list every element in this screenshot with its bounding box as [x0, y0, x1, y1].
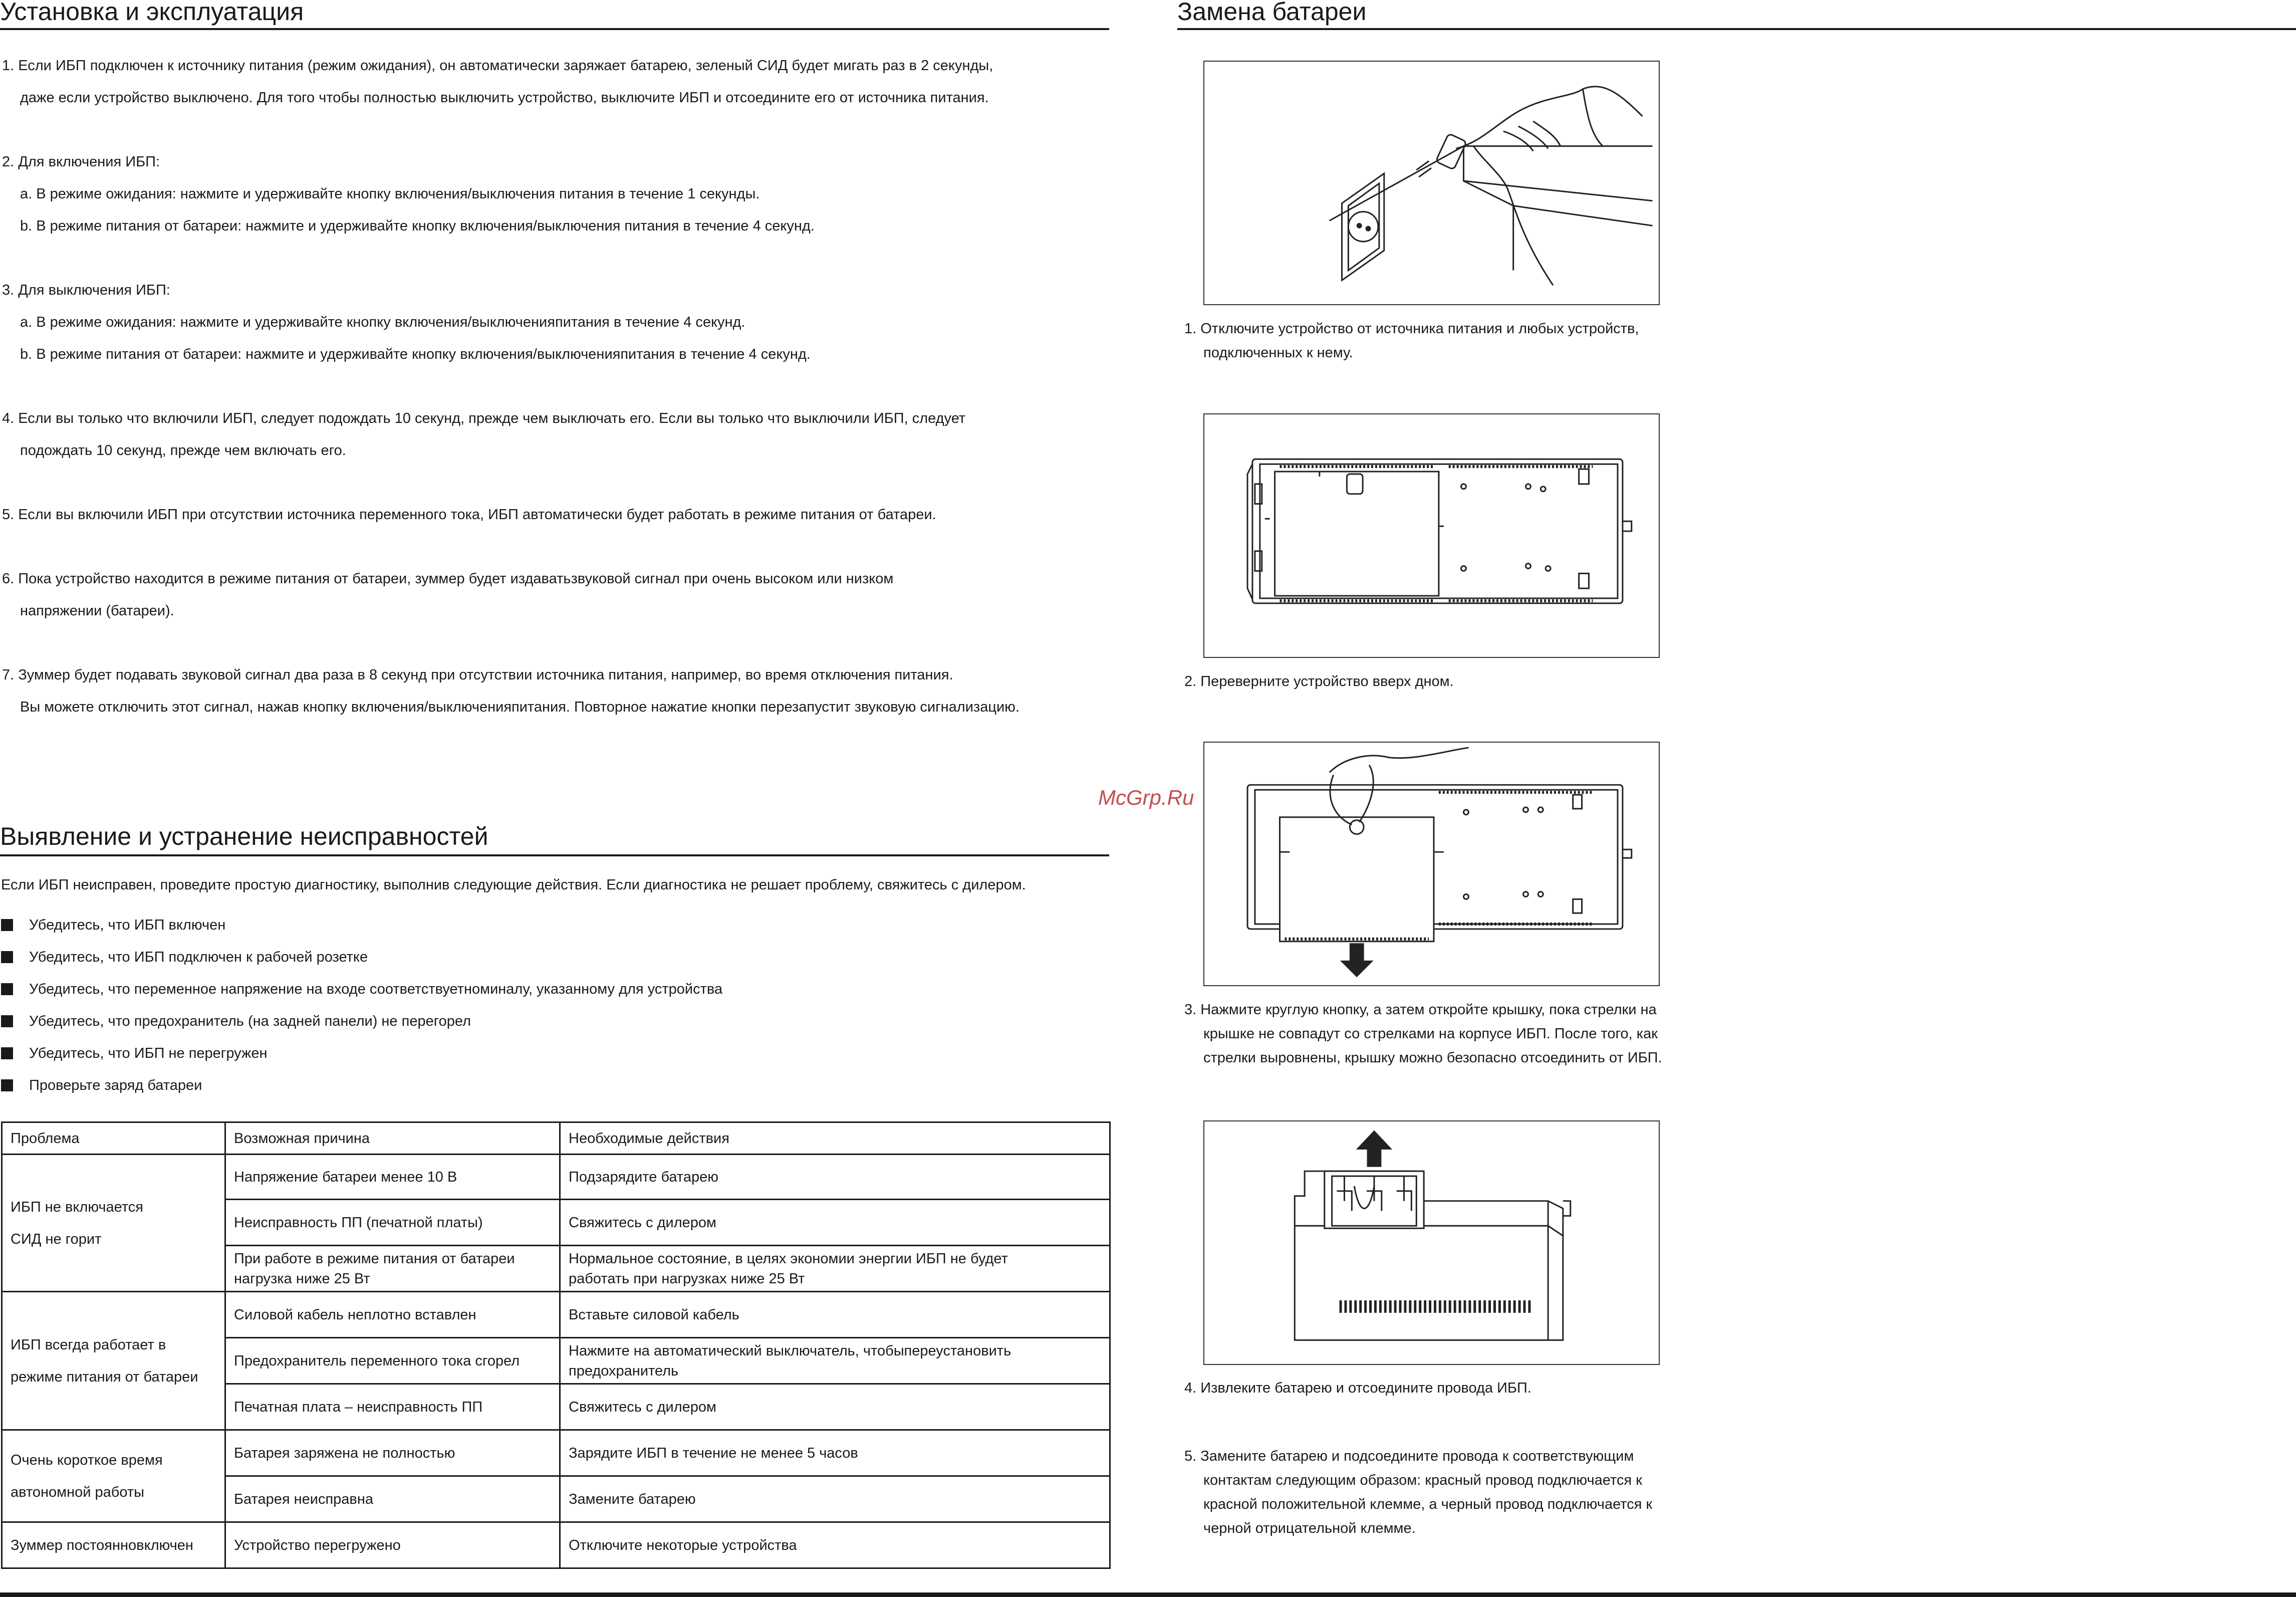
action-cell	[560, 1338, 1110, 1384]
page-bottom-rule	[0, 1592, 2296, 1597]
problem-cell: Зуммер постоянновключен	[2, 1522, 225, 1568]
cause-cell: Напряжение батареи менее 10 В	[225, 1155, 560, 1200]
action-cell: Свяжитесь с дилером	[560, 1200, 1110, 1246]
install-line: 7. Зуммер будет подавать звуковой сигнал два раза в 8 секунд при отсутствии источника питания, например, во время отключения питания.	[2, 667, 953, 683]
table-header-cell: Необходимые действия	[560, 1122, 1110, 1155]
cause-cell	[225, 1246, 560, 1292]
cause-cell: Неисправность ПП (печатной платы)	[225, 1200, 560, 1246]
problem-line: СИД не горит	[11, 1231, 102, 1247]
install-line: b. В режиме питания от батареи: нажмите и удерживайте кнопку включения/выключенияпитания в течение 4 секунд.	[20, 346, 811, 362]
table-row	[2, 1155, 1110, 1200]
action-cell: Свяжитесь с дилером	[560, 1384, 1110, 1430]
step-1-line: подключенных к нему.	[1203, 345, 1353, 361]
remove-battery-illustration	[1203, 1120, 1660, 1365]
table-header-row	[2, 1122, 1110, 1155]
troubleshooting-table	[1, 1121, 1111, 1569]
table-header-cell: Проблема	[2, 1122, 225, 1155]
step-3-line: 3. Нажмите круглую кнопку, а затем откройте крышку, пока стрелки на	[1184, 1002, 1657, 1018]
problem-line: ИБП не включается	[11, 1199, 143, 1215]
check-item: Убедитесь, что предохранитель (на задней панели) не перегорел	[29, 1013, 471, 1029]
step-5-line: 5. Замените батарею и подсоедините провода к соответствующим	[1184, 1448, 1634, 1464]
bullet-square-icon	[1, 1015, 13, 1027]
trouble-intro: Если ИБП неисправен, проведите простую диагностику, выполнив следующие действия. Если диагностика не решает проблему, свяжитесь с дилером.	[1, 877, 1026, 893]
check-item: Убедитесь, что ИБП не перегружен	[29, 1045, 268, 1061]
trouble-title: Выявление и устранение неисправностей	[0, 822, 488, 850]
action-cell: Отключите некоторые устройства	[560, 1522, 1110, 1568]
cause-cell: Батарея неисправна	[225, 1476, 560, 1522]
install-line: b. В режиме питания от батареи: нажмите и удерживайте кнопку включения/выключения питания в течение 4 секунд.	[20, 218, 815, 234]
table-header-cell: Возможная причина	[225, 1122, 560, 1155]
install-line: напряжении (батареи).	[20, 603, 174, 619]
check-item: Убедитесь, что ИБП подключен к рабочей розетке	[29, 949, 368, 965]
step-5-line: контактам следующим образом: красный провод подключается к	[1203, 1472, 1642, 1488]
problem-line: Очень короткое время	[11, 1452, 163, 1468]
install-line: 6. Пока устройство находится в режиме питания от батареи, зуммер будет издаватьзвуковой сигнал при очень высоком или низком	[2, 571, 894, 587]
step-2-line: 2. Переверните устройство вверх дном.	[1184, 673, 1454, 690]
watermark: McGrp.Ru	[1098, 786, 1194, 809]
open-cover-illustration	[1203, 742, 1660, 986]
action-line: Нажмите на автоматический выключатель, чтобыпереустановить	[569, 1342, 1011, 1359]
install-line: даже если устройство выключено. Для того чтобы полностью выключить устройство, выключите ИБП и отсоедините его от источника питания.	[20, 90, 989, 106]
install-line: 1. Если ИБП подключен к источнику питания (режим ожидания), он автоматически заряжает батарею, зеленый СИД будет мигать раз в 2 секунды,	[2, 58, 993, 74]
bullet-square-icon	[1, 951, 13, 963]
check-item: Проверьте заряд батареи	[29, 1077, 202, 1093]
cause-cell: Устройство перегружено	[225, 1522, 560, 1568]
step-3-line: крышке не совпадут со стрелками на корпусе ИБП. После того, как	[1203, 1026, 1658, 1042]
install-line: a. В режиме ожидания: нажмите и удерживайте кнопку включения/выключения питания в течение 1 секунды.	[20, 186, 760, 202]
step-5-line: красной положительной клемме, а черный провод подключается к	[1203, 1496, 1653, 1512]
install-line: 2. Для включения ИБП:	[2, 154, 160, 170]
check-item: Убедитесь, что ИБП включен	[29, 917, 226, 933]
table-row	[2, 1292, 1110, 1338]
step-1-line: 1. Отключите устройство от источника питания и любых устройств,	[1184, 321, 1639, 337]
cause-line: При работе в режиме питания от батареи	[234, 1250, 515, 1267]
bullet-square-icon	[1, 1079, 13, 1091]
bullet-square-icon	[1, 983, 13, 995]
action-cell: Зарядите ИБП в течение не менее 5 часов	[560, 1430, 1110, 1476]
action-line: Нормальное состояние, в целях экономии энергии ИБП не будет	[569, 1250, 1008, 1267]
cause-line: нагрузка ниже 25 Вт	[234, 1270, 370, 1287]
action-cell: Вставьте силовой кабель	[560, 1292, 1110, 1338]
install-title-rule	[0, 28, 1109, 30]
install-line: 5. Если вы включили ИБП при отсутствии источника переменного тока, ИБП автоматически будет работать в режиме питания от батареи.	[2, 507, 936, 523]
battery-title: Замена батареи	[1177, 0, 1367, 26]
table-row	[2, 1430, 1110, 1476]
problem-cell	[2, 1292, 225, 1430]
install-line: 4. Если вы только что включили ИБП, следует подождать 10 секунд, прежде чем выключать его. Если вы только что выключили ИБП, следует	[2, 410, 966, 426]
step-5-line: черной отрицательной клемме.	[1203, 1520, 1416, 1536]
install-line: 3. Для выключения ИБП:	[2, 282, 170, 298]
battery-title-rule	[1177, 28, 2296, 30]
ups-bottom-illustration	[1203, 413, 1660, 658]
problem-line: ИБП всегда работает в	[11, 1336, 166, 1353]
action-cell	[560, 1246, 1110, 1292]
action-cell: Подзарядите батарею	[560, 1155, 1110, 1200]
trouble-title-rule	[0, 854, 1109, 856]
problem-cell	[2, 1430, 225, 1522]
problem-line: автономной работы	[11, 1484, 144, 1500]
action-cell: Замените батарею	[560, 1476, 1110, 1522]
step-3-line: стрелки выровнены, крышку можно безопасно отсоединить от ИБП.	[1203, 1050, 1662, 1066]
install-line: Вы можете отключить этот сигнал, нажав кнопку включения/выключенияпитания. Повторное нажатие кнопки перезапустит звуковую сигнализацию.	[20, 699, 1019, 715]
action-line: предохранитель	[569, 1362, 679, 1379]
action-line: работать при нагрузках ниже 25 Вт	[569, 1270, 805, 1287]
bullet-square-icon	[1, 919, 13, 931]
step-4-line: 4. Извлеките батарею и отсоедините провода ИБП.	[1184, 1380, 1532, 1396]
check-item: Убедитесь, что переменное напряжение на входе соответствуетноминалу, указанному для устройства	[29, 981, 723, 997]
install-title: Установка и эксплуатация	[0, 0, 304, 26]
problem-cell	[2, 1155, 225, 1292]
bullet-square-icon	[1, 1047, 13, 1059]
cause-cell: Печатная плата – неисправность ПП	[225, 1384, 560, 1430]
install-line: подождать 10 секунд, прежде чем включать его.	[20, 442, 346, 459]
cause-cell: Батарея заряжена не полностью	[225, 1430, 560, 1476]
unplug-illustration	[1203, 61, 1660, 305]
install-line: a. В режиме ожидания: нажмите и удерживайте кнопку включения/выключенияпитания в течение 4 секунд.	[20, 314, 745, 330]
cause-cell: Силовой кабель неплотно вставлен	[225, 1292, 560, 1338]
problem-line: режиме питания от батареи	[11, 1368, 198, 1385]
cause-cell: Предохранитель переменного тока сгорел	[225, 1338, 560, 1384]
table-row	[2, 1522, 1110, 1568]
